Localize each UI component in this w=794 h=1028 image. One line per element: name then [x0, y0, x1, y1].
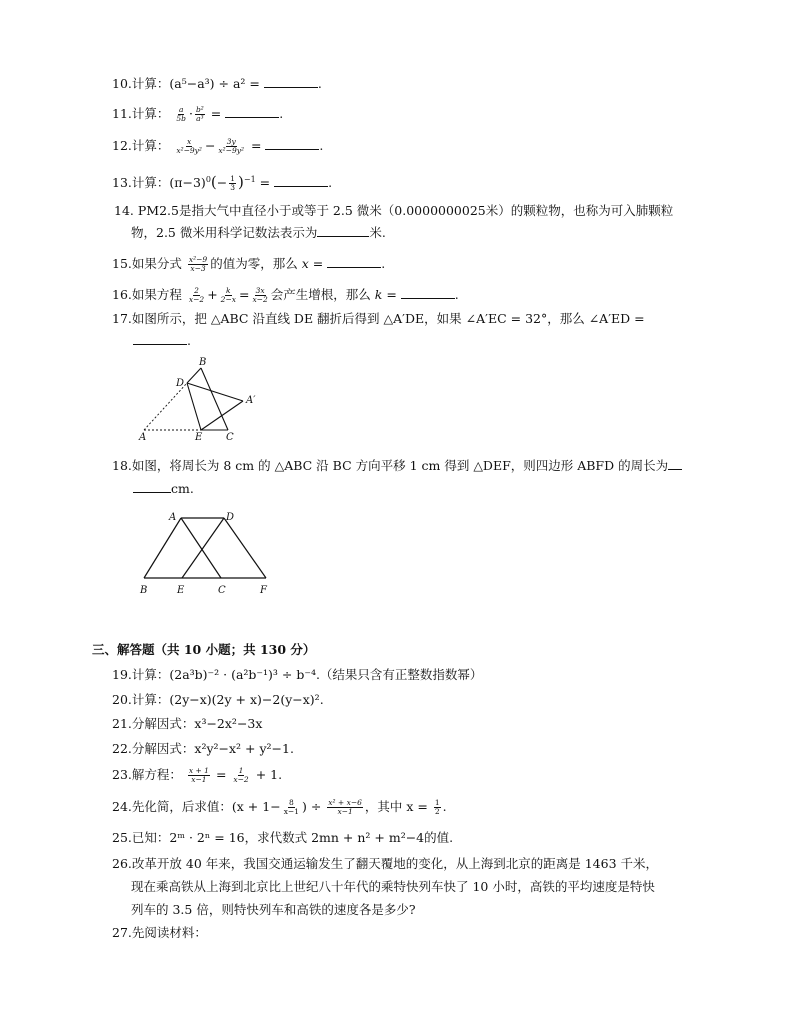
question-11: 11.计算： $\frac{a}{5b}$ · $\frac{\text{b²}}{\text{a³}}$ = . — [112, 105, 284, 123]
fraction: $\frac{a}{5b}$ — [176, 105, 186, 123]
question-23: 23.解方程： $\frac{x + 1}{x-1}$ = $\frac{1}{x-2}$ + 1. — [112, 766, 283, 784]
expression: (a⁵−a³) ÷ a² = — [169, 76, 260, 91]
question-10: 10.计算：(a⁵−a³) ÷ a² = . — [112, 76, 322, 91]
figure-18 — [136, 508, 276, 598]
question-15: 15.如果分式 $\frac{\text{x²−9}}{x-3}$ 的值为零，那么 x = . — [112, 255, 386, 273]
label-F: F — [260, 585, 267, 596]
segment-AD-dashed — [144, 383, 187, 430]
fraction: $\frac{8}{x-1}$ — [283, 798, 299, 816]
label-A: A — [139, 432, 147, 443]
fraction: $\frac{x + 1}{x-1}$ — [188, 766, 209, 784]
answer-blank[interactable] — [225, 107, 279, 118]
fraction: $\frac{\text{b²}}{\text{a³}}$ — [195, 105, 204, 123]
question-20: 20.计算：(2y−x)(2y + x)−2(y−x)². — [112, 692, 324, 707]
answer-blank[interactable] — [327, 257, 381, 268]
fraction: $\frac{1}{x-2}$ — [233, 766, 249, 784]
label-A: A — [169, 512, 177, 523]
question-24: 24.先化简，后求值：(x + 1− $\frac{8}{x-1}$ ) ÷ $\frac{\text{x² + x−6}}{x-1}$ ，其中 x = $\frac{1}{2}$ . — [112, 798, 447, 816]
label-D: D — [226, 512, 235, 523]
question-19: 19.计算：(2a³b)⁻² · (a²b⁻¹)³ ÷ b⁻⁴.（结果只含有正整数指数幂） — [112, 667, 483, 682]
segment-DE — [187, 383, 201, 430]
label-A1: A′ — [246, 395, 256, 406]
question-26-cont-2: 列车的 3.5 倍，则特快列车和高铁的速度各是多少? — [131, 902, 416, 917]
label-E: E — [195, 432, 203, 443]
segment-AC — [181, 518, 221, 578]
question-26-cont-1: 现在乘高铁从上海到北京比上世纪八十年代的乘特快列车快了 10 小时，高铁的平均速度是特快 — [131, 879, 655, 894]
segment-DF — [224, 518, 266, 578]
section-title: 三、解答题（共 10 小题；共 130 分） — [92, 642, 316, 657]
fraction: $\frac{k}{2-x}$ — [220, 286, 236, 304]
segment-AB — [144, 518, 181, 578]
segment-DA1 — [187, 383, 243, 401]
label-C: C — [226, 432, 234, 443]
answer-blank[interactable] — [317, 226, 369, 237]
answer-blank[interactable] — [401, 288, 455, 299]
question-17-cont: . — [133, 333, 191, 349]
figure-17 — [136, 355, 266, 445]
fraction: $\frac{1}{2}$ — [434, 798, 440, 816]
segment-DE — [182, 518, 224, 578]
label-E: E — [177, 585, 185, 596]
fraction: $\frac{\text{x² + x−6}}{x-1}$ — [328, 798, 362, 816]
question-27: 27.先阅读材料： — [112, 925, 207, 940]
fraction: $\frac{\text{x²−9}}{x-3}$ — [188, 255, 208, 273]
fraction: $\frac{3x}{x-2}$ — [252, 286, 268, 304]
question-14-cont: 物，2.5 微米用科学记数法表示为 米. — [131, 225, 386, 240]
answer-blank[interactable] — [133, 334, 187, 345]
question-18: 18.如图，将周长为 8 cm 的 △ABC 沿 BC 方向平移 1 cm 得到 △DEF，则四边形 ABFD 的周长为 — [112, 458, 682, 474]
segment-BD — [187, 368, 201, 383]
question-22: 22.分解因式：x²y²−x² + y²−1. — [112, 741, 294, 756]
question-26: 26.改革开放 40 年来，我国交通运输发生了翻天覆地的变化，从上海到北京的距离是 1463 千米， — [112, 856, 659, 871]
question-13: 13.计算：$(\pi-3)^0(-$ $\frac{1}{3}$ )$^{-1}$ = . — [112, 173, 333, 193]
question-25: 25.已知：2ᵐ · 2ⁿ = 16，求代数式 2mn + n² + m²−4的值. — [112, 830, 454, 845]
answer-blank[interactable] — [274, 176, 328, 187]
segment-A1E — [201, 401, 243, 430]
question-17: 17.如图所示，把 △ABC 沿直线 DE 翻折后得到 △A′DE，如果 ∠A′EC = 32°，那么 ∠A′ED = — [112, 311, 645, 326]
question-16: 16.如果方程 $\frac{2}{x-2}$ + $\frac{k}{2-x}$ = $\frac{3x}{x-2}$ 会产生增根，那么 k = . — [112, 286, 459, 304]
label-B: B — [140, 585, 148, 596]
label-C: C — [218, 585, 226, 596]
fraction: $\frac{2}{x-2}$ — [188, 286, 205, 304]
question-21: 21.分解因式：x³−2x²−3x — [112, 716, 263, 731]
question-18-cont: cm. — [133, 481, 194, 497]
fraction: $\frac{x}{\text{x²−9y²}}$ — [176, 137, 202, 155]
answer-blank[interactable] — [264, 77, 318, 88]
question-12: 12.计算： $\frac{x}{\text{x²−9y²}}$ − $\frac{3y}{\text{x²−9y²}}$ = . — [112, 137, 324, 155]
answer-blank[interactable] — [133, 482, 171, 493]
answer-blank[interactable] — [265, 139, 319, 150]
question-number: 10. — [112, 76, 132, 91]
fraction: $\frac{1}{3}$ — [230, 174, 236, 193]
question-14: 14. PM2.5是指大气中直径小于或等于 2.5 微米（0.0000000025米）的颗粒物，也称为可入肺颗粒 — [114, 203, 674, 218]
answer-blank-start[interactable] — [668, 459, 682, 470]
fraction: $\frac{3y}{\text{x²−9y²}}$ — [218, 137, 244, 155]
label-B: B — [199, 357, 207, 368]
label-D: D — [176, 378, 185, 389]
